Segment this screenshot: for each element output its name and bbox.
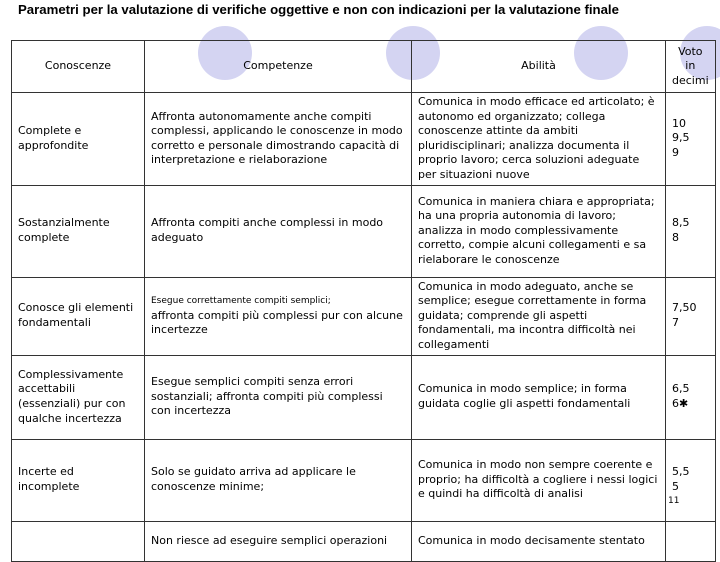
cell-voto [666, 93, 716, 186]
cell-abilita: Comunica in modo non sempre coerente e proprio; ha difficoltà a cogliere i nessi logici e quindi ha difficoltà di analisi [412, 439, 666, 521]
cell-abilita: Comunica in maniera chiara e appropriata; ha una propria autonomia di lavoro; analizza in modo complessivamente corretto, compie alcuni collegamenti e sa rielaborare le conoscenze [412, 185, 666, 277]
table-row [12, 355, 716, 439]
cell-conoscenze: Complessivamente accettabili (essenziali) pur con qualche incertezza [12, 355, 145, 439]
cell-abilita: Comunica in modo efficace ed articolato; è autonomo ed organizzato; collega conoscenze attinte da ambiti pluridisciplinari; analizza documenta il proprio lavoro; cerca soluzioni adeguate per situazioni nuove [412, 93, 666, 186]
page-number: 11 [668, 496, 680, 506]
header-voto: Voto in decimi [666, 41, 716, 93]
cell-competenze: Affronta autonomamente anche compiti complessi, applicando le conoscenze in modo corretto e personale dimostrando capacità di interpretazione e rielaborazione [145, 93, 412, 186]
voto-value: 9 [672, 146, 679, 160]
table-row [12, 439, 716, 521]
table-row [12, 93, 716, 186]
table-header-row [12, 41, 716, 93]
cell-voto [666, 521, 716, 561]
cell-competenze: Esegue semplici compiti senza errori sostanziali; affronta compiti più complessi con incertezza [145, 355, 412, 439]
header-competenze: Competenze [145, 41, 412, 93]
voto-value: 8 [672, 231, 679, 245]
cell-conoscenze: Sostanzialmente complete [12, 185, 145, 277]
cell-competenze: Non riesce ad eseguire semplici operazioni [145, 521, 412, 561]
cell-voto [666, 355, 716, 439]
cell-abilita: Comunica in modo semplice; in forma guidata coglie gli aspetti fondamentali [412, 355, 666, 439]
competenze-note: Esegue correttamente compiti semplici; [151, 296, 331, 307]
voto-value: 7,50 [672, 301, 697, 315]
voto-value: 9,5 [672, 131, 690, 145]
evaluation-table [11, 40, 716, 562]
voto-value: 8,5 [672, 216, 690, 230]
cell-conoscenze [12, 521, 145, 561]
voto-value: 7 [672, 316, 679, 330]
cell-competenze [145, 277, 412, 355]
cell-conoscenze: Incerte ed incomplete [12, 439, 145, 521]
voto-value: 6✱ [672, 397, 689, 411]
cell-competenze: Affronta compiti anche complessi in modo adeguato [145, 185, 412, 277]
competenze-text: affronta compiti più complessi pur con alcune incertezze [151, 308, 403, 337]
cell-voto [666, 439, 716, 521]
voto-value: 6,5 [672, 382, 690, 396]
cell-voto [666, 277, 716, 355]
header-abilita: Abilità [412, 41, 666, 93]
voto-value: 5 [672, 480, 679, 494]
cell-voto [666, 185, 716, 277]
voto-value: 5,5 [672, 465, 690, 479]
table-row [12, 277, 716, 355]
cell-conoscenze: Complete e approfondite [12, 93, 145, 186]
cell-abilita: Comunica in modo adeguato, anche se semplice; esegue correttamente in forma guidata; comprende gli aspetti fondamentali, ma incontra difficoltà nei collegamenti [412, 277, 666, 355]
cell-conoscenze: Conosce gli elementi fondamentali [12, 277, 145, 355]
cell-competenze: Solo se guidato arriva ad applicare le conoscenze minime; [145, 439, 412, 521]
table-row [12, 185, 716, 277]
voto-value: 10 [672, 116, 686, 130]
table-row [12, 521, 716, 561]
page-title: Parametri per la valutazione di verifiche oggettive e non con indicazioni per la valutazione finale [18, 2, 619, 17]
header-conoscenze: Conoscenze [12, 41, 145, 93]
cell-abilita: Comunica in modo decisamente stentato [412, 521, 666, 561]
